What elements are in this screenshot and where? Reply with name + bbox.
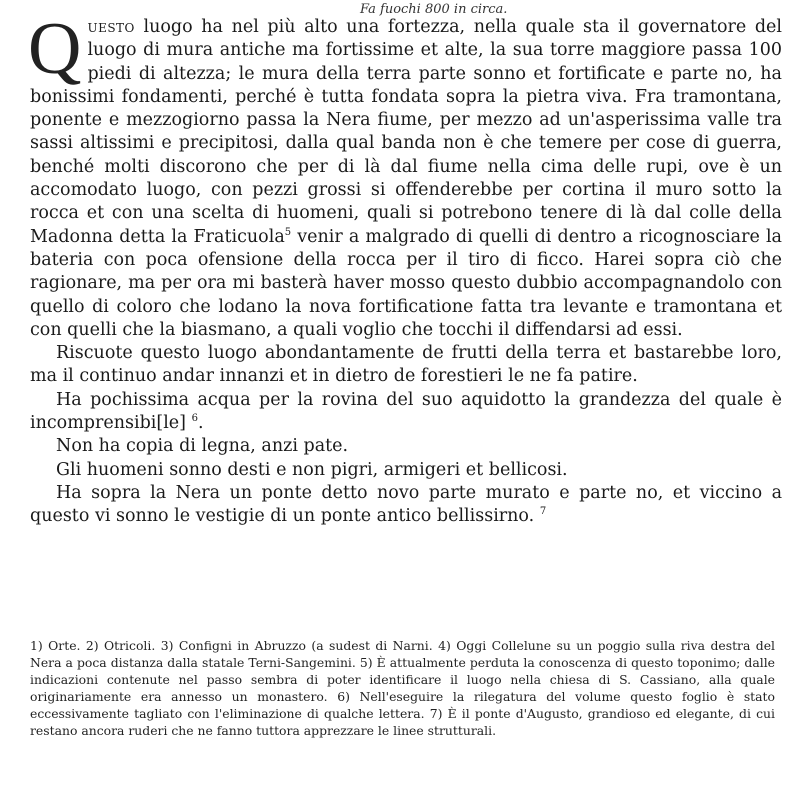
paragraph-1-text-b: venir a malgrado di quelli di dentro a ricognosciare la bateria con poca ofensione della rocca per il tiro di ficco. Harei sopra ciò che ragionare, ma per ora mi basterà haver mosso questo dubbio accompagnandolo con quello di coloro che lodano la nova fortificatione fatta tra levante e tramontana et con quelli che la biasmano, a quali voglio che tocchi il diffendarsi ad essi. [30, 226, 782, 340]
paragraph-6-text: Ha sopra la Nera un ponte detto novo parte murato e parte no, et viccino a questo vi sonno le vestigie di un ponte antico bellissirno. [30, 482, 782, 527]
paragraph-6 [30, 482, 782, 529]
paragraph-3-text: Ha pochissima acqua per la rovina del suo aquidotto la grandezza del quale è incomprensibi[le] [30, 389, 782, 434]
paragraph-2: Riscuote questo luogo abondantamente de frutti della terra et bastarebbe loro, ma il continuo andar innanzi et in dietro de forestieri le ne fa patire. [30, 343, 782, 387]
paragraph-4: Non ha copia di legna, anzi pate. [56, 436, 349, 457]
lead-smallcaps: uesto [87, 17, 135, 37]
note-ref-6: 6 [191, 413, 198, 425]
running-head: Fa fuochi 800 in circa. [360, 2, 508, 17]
footnotes-text: 1) Orte. 2) Otricoli. 3) Configni in Abruzzo (a sudest di Narni. 4) Oggi Collelune su un poggio sulla riva destra del Nera a poca distanza dalla statale Terni-Sangemini. 5) È attualmente perduta la conoscenza di questo toponimo; dalle indicazioni contenute nel passo sembra di poter identificare il luogo nella chiesa di S. Cassiano, alla quale originariamente era annesso un monastero. 6) Nell'eseguire la rilegatura del volume questo foglio è stato eccessivamente tagliato con l'eliminazione di qualche lettera. 7) È il ponte d'Augusto, grandioso ed elegante, di cui restano ancora ruderi che ne fanno tuttora apprezzare le linee strutturali. [30, 638, 775, 738]
footnotes [30, 637, 775, 739]
paragraph-1-text-a: luogo ha nel più alto una fortezza, nella quale sta il governatore del luogo di mura antiche ma fortissime et alte, la sua torre maggiore passa 100 piedi di altezza; le mura della terra parte sonno et fortificate e parte no, ha bonissimi fondamenti, perché è tutta fondata sopra la pietra viva. Fra tramontana, ponente e mezzogiorno passa la Nera fiume, per mezzo ad un'asperissima valle tra sassi altissimi e precipitosi, dalla qual banda non è che temere per cose di guerra, benché molti discorono che per di là dal fiume nella cima delle rupi, ove è un accomodato luogo, con pezzi grossi si offenderebbe per cortina il muro sotto la rocca et con una scelta di huomeni, quali si potrebono tenere di là dal colle della Madonna detta la Fraticuola [30, 17, 782, 247]
drop-cap: Q [28, 8, 82, 90]
note-ref-7: 7 [539, 506, 547, 518]
paragraph-3: Ha pochissima acqua per la rovina del suo aquidotto la grandezza del quale è incomprensibi[le] $^6$. [30, 389, 782, 434]
note-ref-5: 5 [284, 226, 292, 238]
paragraph-5: Gli huomeni sonno desti e non pigri, armigeri et bellicosi. [56, 459, 568, 480]
